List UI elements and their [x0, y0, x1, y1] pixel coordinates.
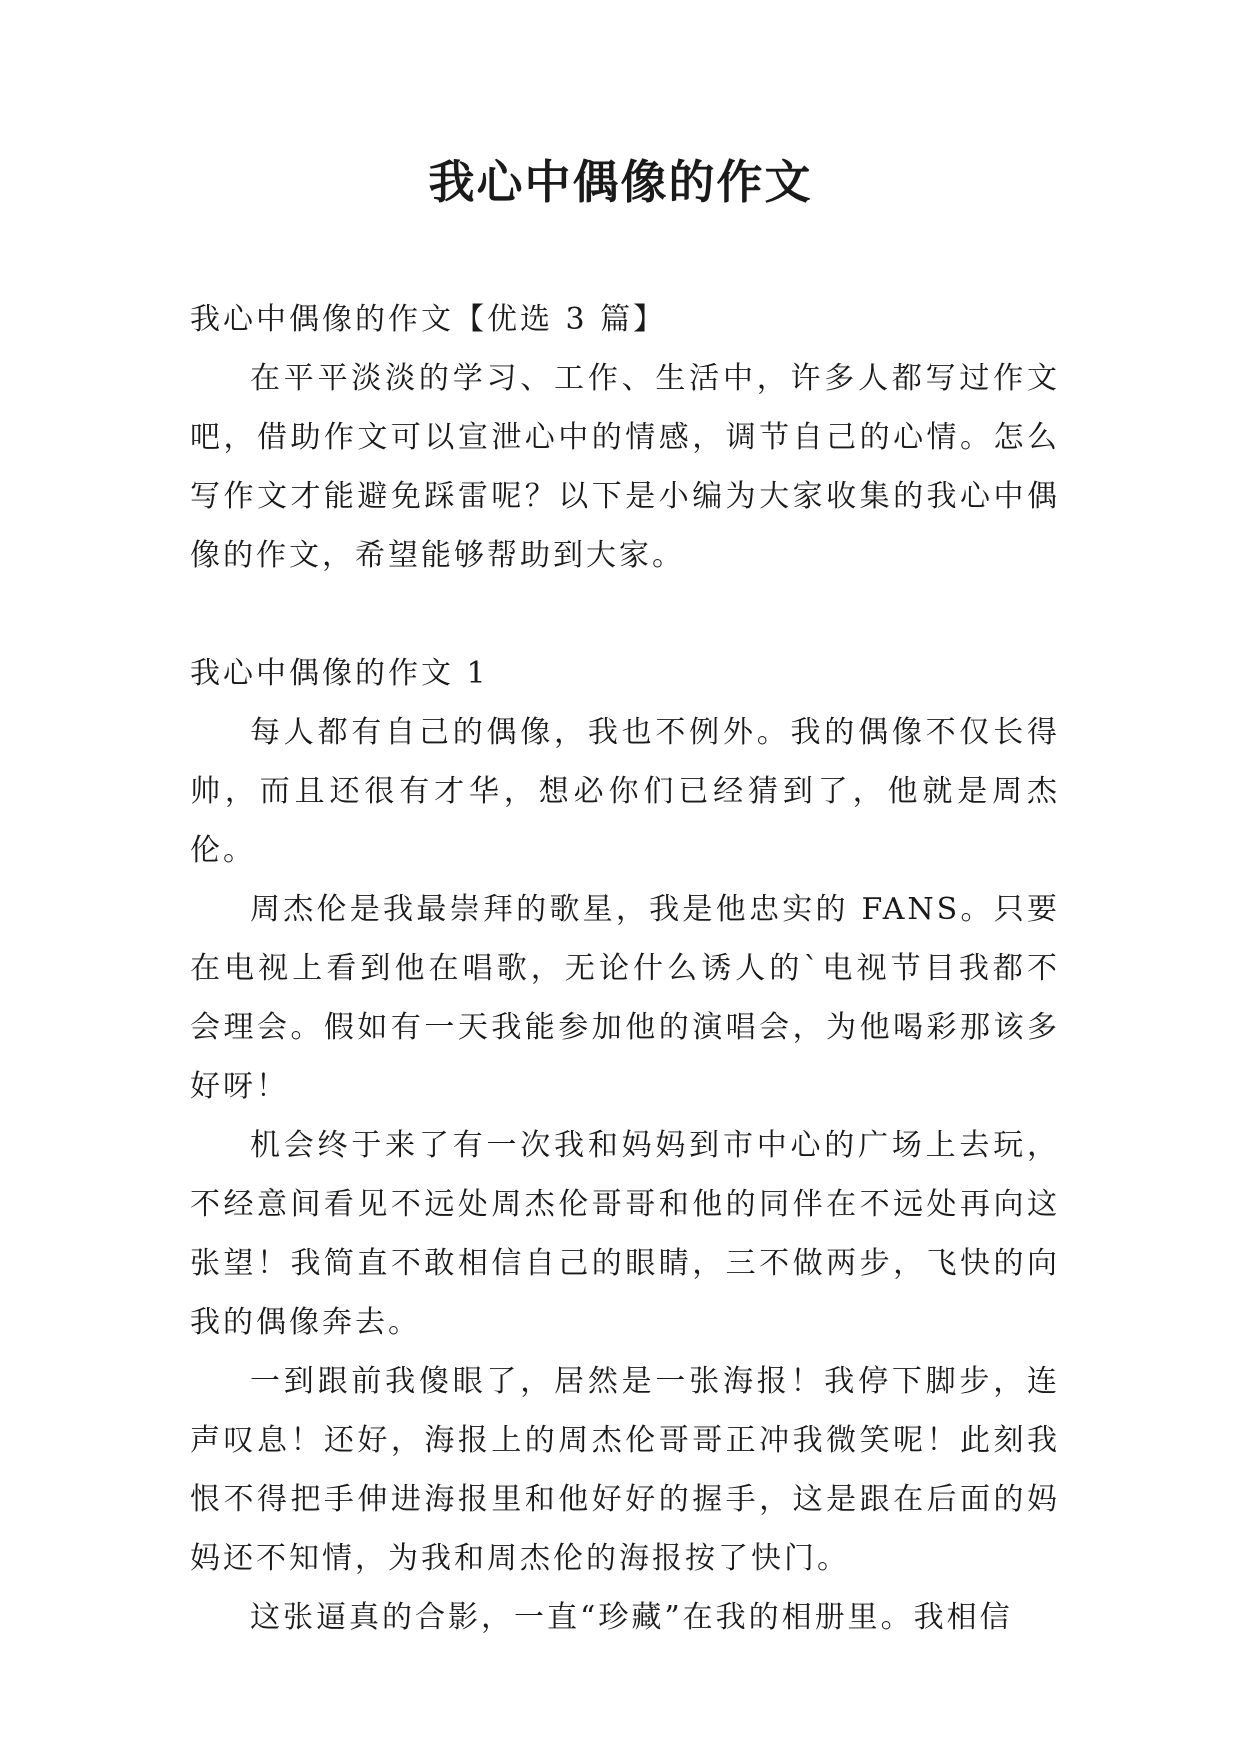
document-subtitle: 我心中偶像的作文【优选 3 篇】	[190, 302, 667, 337]
body-paragraph: 这张逼真的合影，一直“珍藏”在我的相册里。我相信	[250, 1600, 1013, 1635]
body-paragraph: 机会终于来了有一次我和妈妈到市中心的广场上去玩，不经意间看见不远处周杰伦哥哥和他的同伴在不远处再向这张望！我简直不敢相信自己的眼睛，三不做两步，飞快的向我的偶像奔去。	[190, 1128, 1060, 1340]
intro-paragraph: 在平平淡淡的学习、工作、生活中，许多人都写过作文吧，借助作文可以宣泄心中的情感，调节自己的心情。怎么写作文才能避免踩雷呢？以下是小编为大家收集的我心中偶像的作文，希望能够帮助到大家。	[190, 361, 1060, 573]
document-title: 我心中偶像的作文	[428, 155, 813, 209]
body-paragraph: 一到跟前我傻眼了，居然是一张海报！我停下脚步，连声叹息！还好，海报上的周杰伦哥哥正冲我微笑呢！此刻我恨不得把手伸进海报里和他好好的握手，这是跟在后面的妈妈还不知情，为我和周杰伦的海报按了快门。	[190, 1364, 1060, 1576]
section-heading: 我心中偶像的作文 1	[190, 656, 489, 691]
body-paragraph: 周杰伦是我最崇拜的歌星，我是他忠实的 FANS。只要在电视上看到他在唱歌，无论什么诱人的`电视节目我都不会理会。假如有一天我能参加他的演唱会，为他喝彩那该多好呀！	[190, 892, 1060, 1104]
section-spacer	[190, 585, 1060, 644]
document-body	[190, 290, 1060, 1647]
body-paragraph: 每人都有自己的偶像，我也不例外。我的偶像不仅长得帅，而且还很有才华，想必你们已经猜到了，他就是周杰伦。	[190, 715, 1060, 868]
